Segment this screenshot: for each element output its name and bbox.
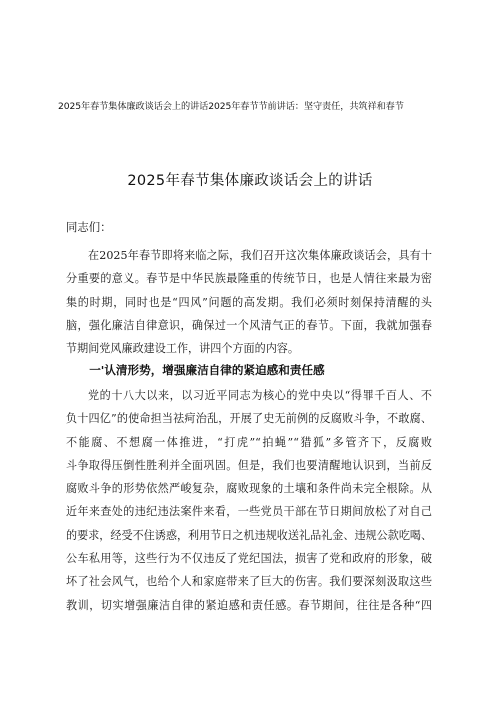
paragraph-line: 的要求，经受不住诱惑，利用节日之机违规收送礼品礼金、违规公款吃喝、 — [66, 528, 432, 542]
paragraph-line: 脑，强化廉洁自律意识，确保过一个风清气正的春节。下面，我就加强春 — [66, 318, 432, 332]
paragraph-line: 坏了社会风气，也给个人和家庭带来了巨大的伤害。我们要深刻汲取这些 — [66, 575, 432, 589]
running-header: 2025年春节集体廉政谈话会上的讲话2025年春节节前讲话：坚守责任，共筑祥和春节 — [58, 101, 404, 112]
paragraph-line: 近年来查处的违纪违法案件来看，一些党员干部在节日期间放松了对自己 — [66, 505, 432, 519]
paragraph-line: 腐败斗争的形势依然严峻复杂，腐败现象的土壤和条件尚未完全根除。从 — [66, 482, 432, 496]
paragraph-line: 节期间党风廉政建设工作，讲四个方面的内容。 — [66, 342, 299, 356]
paragraph-line: 分重要的意义。春节是中华民族最隆重的传统节日，也是人情往来最为密 — [66, 272, 432, 286]
paragraph-1 — [66, 244, 432, 360]
paragraph-line: 党的十八大以来，以习近平同志为核心的党中央以“得罪千百人、不 — [88, 389, 432, 402]
paragraph-2 — [66, 384, 432, 617]
paragraph-line: 教训，切实增强廉洁自律的紧迫感和责任感。春节期间，往往是各种“四 — [66, 598, 432, 612]
paragraph-line: 不能腐、不想腐一体推进，“打虎”“拍蝇”“猎狐”多管齐下，反腐败 — [66, 435, 432, 449]
paragraph-line: 斗争取得压倒性胜利并全面巩固。但是，我们也要清醒地认识到，当前反 — [66, 458, 432, 472]
document-title: 2025年春节集体廉政谈话会上的讲话 — [127, 173, 373, 189]
paragraph-line: 公车私用等，这些行为不仅违反了党纪国法，损害了党和政府的形象，破 — [66, 552, 432, 566]
paragraph-line: 负十四亿”的使命担当祛疴治乱，开展了史无前例的反腐败斗争，不敢腐、 — [66, 412, 432, 426]
paragraph-line: 在2025年春节即将来临之际，我们召开这次集体廉政谈话会，具有十 — [88, 249, 432, 262]
section-heading-1: 一'认清形势，增强廉洁自律的紧迫感和责任感 — [89, 363, 325, 377]
salutation: 同志们： — [66, 220, 112, 234]
paragraph-line: 集的时期，同时也是“四风”问题的高发期。我们必须时刻保持清醒的头 — [66, 295, 432, 309]
